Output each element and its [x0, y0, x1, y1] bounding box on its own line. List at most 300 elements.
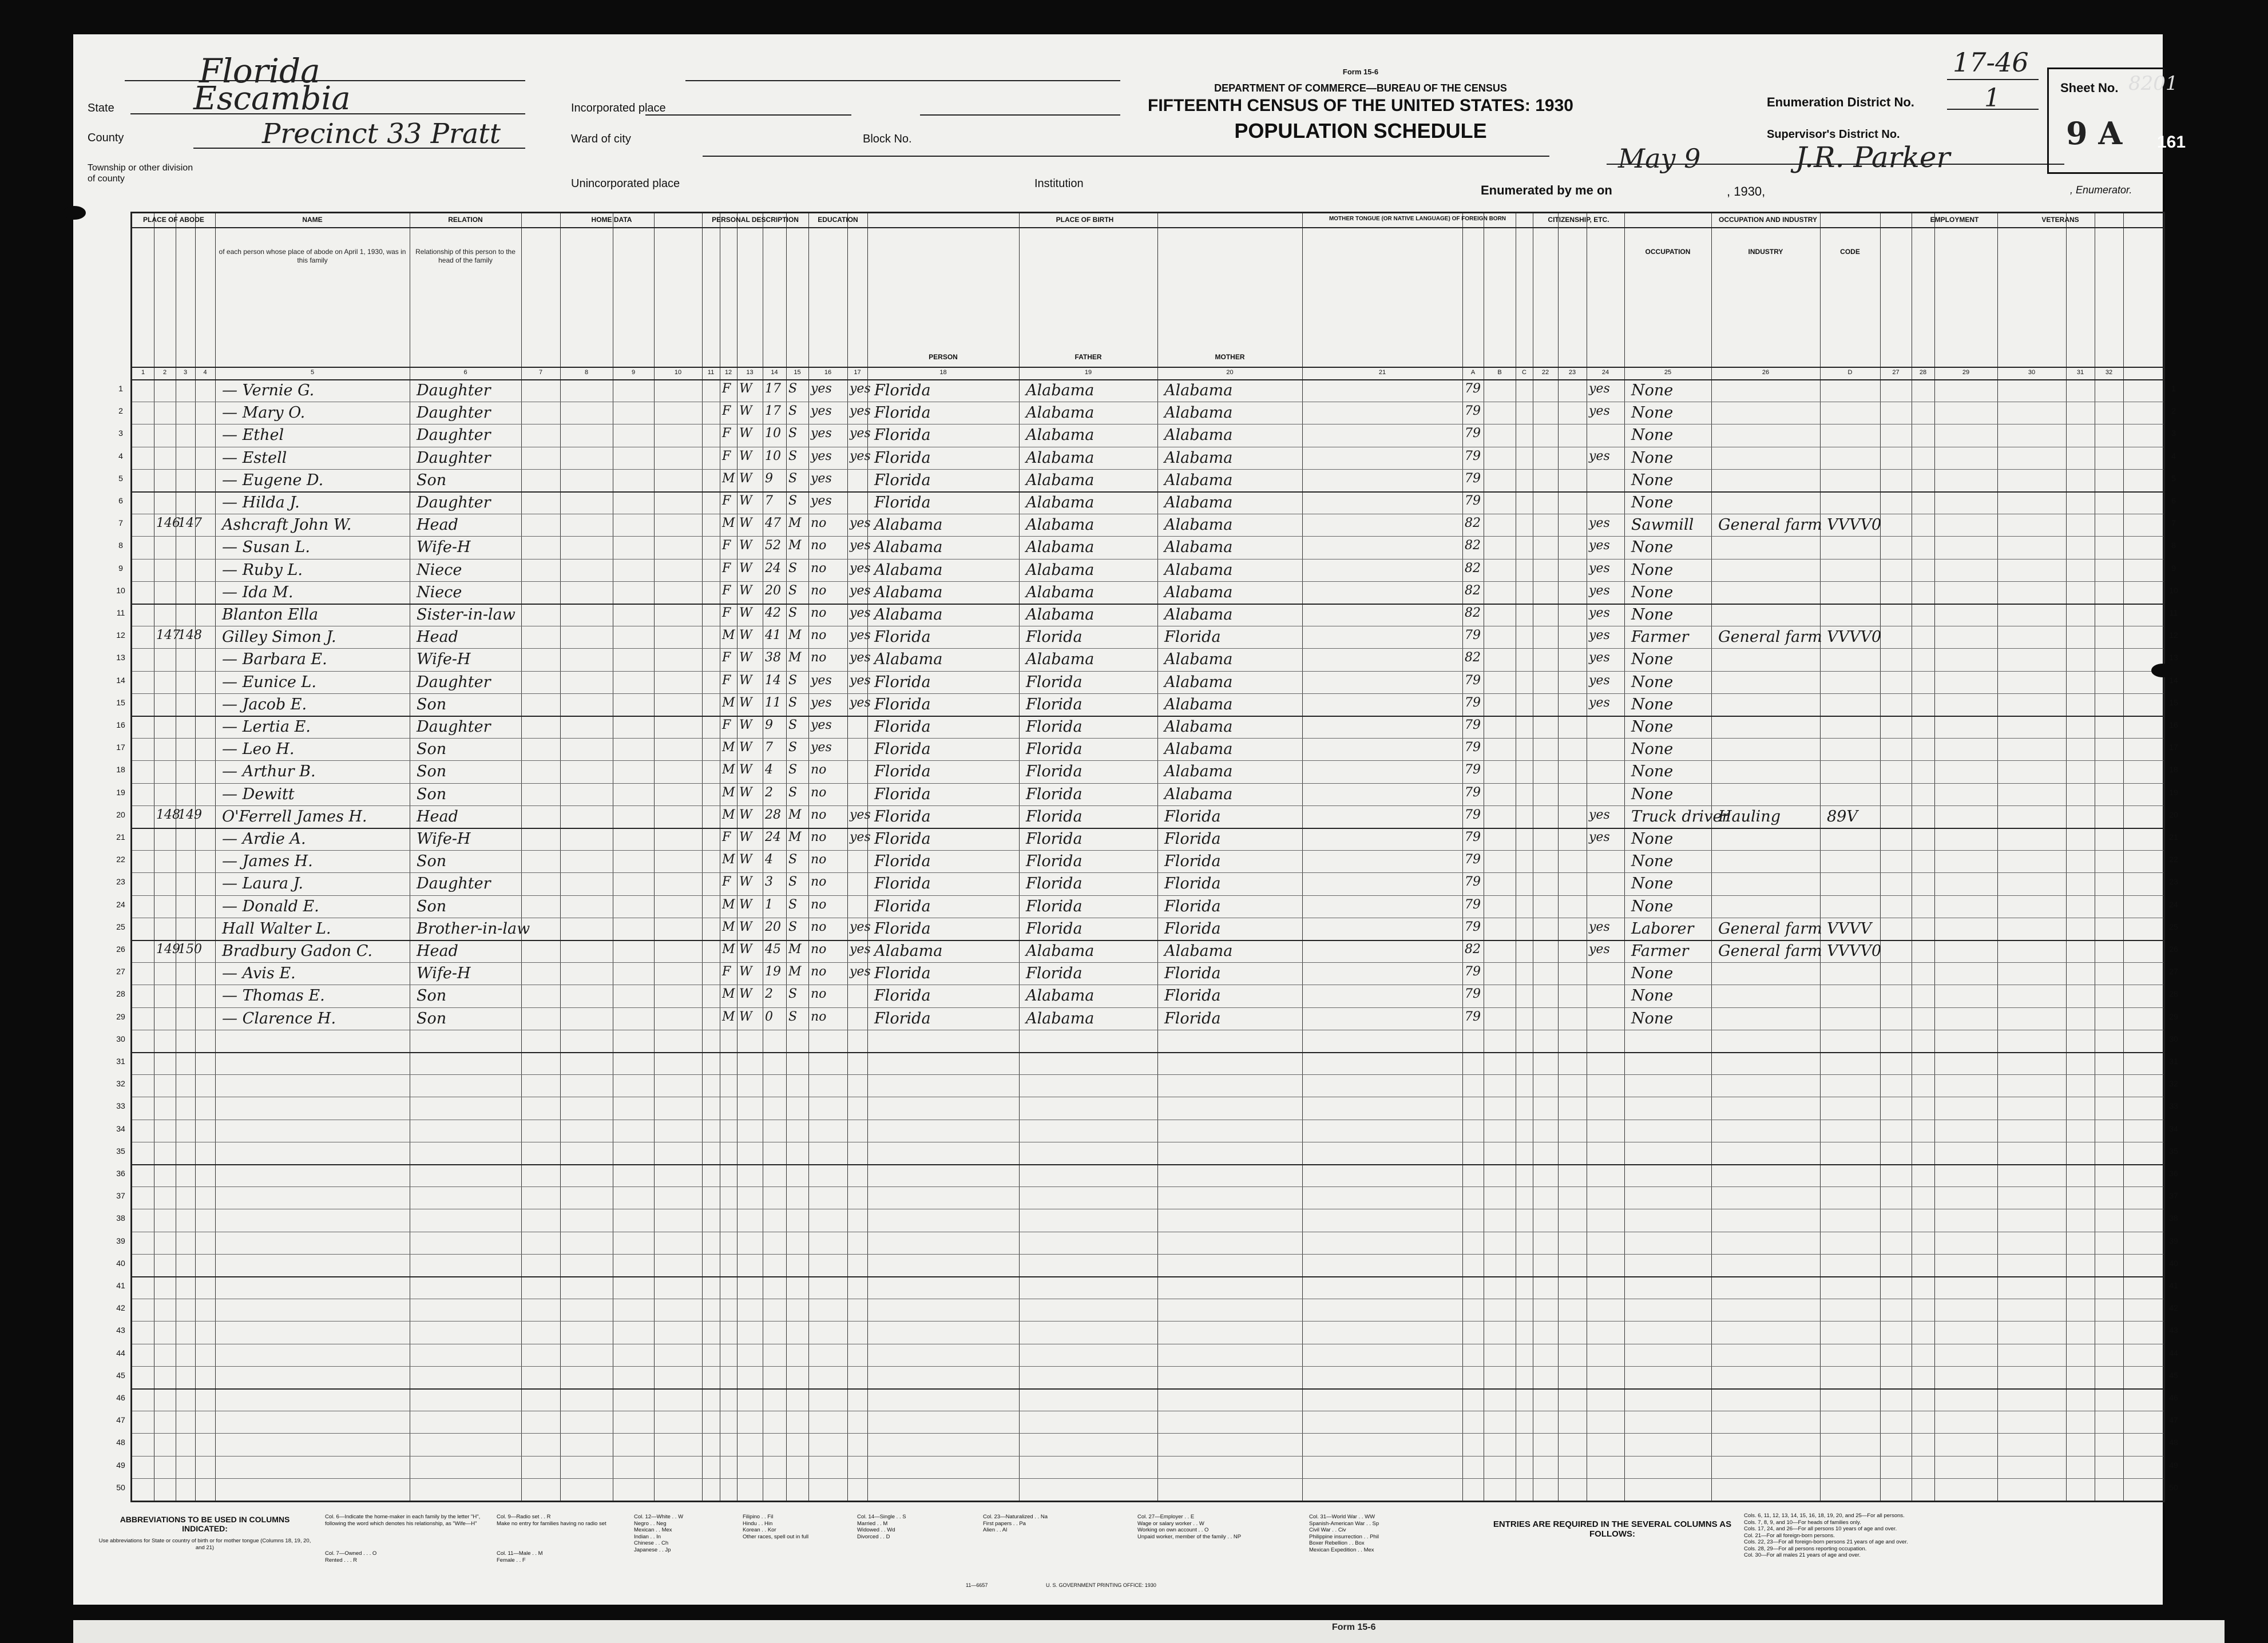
column-divider: [195, 213, 196, 1501]
occupation: None: [1631, 538, 1674, 557]
ward-label: Ward of city: [571, 133, 631, 145]
column-divider: [786, 213, 787, 1501]
sex: F: [722, 404, 731, 419]
dwelling-number: 148: [156, 807, 180, 822]
sex: M: [722, 763, 735, 777]
birthplace-code: 79: [1465, 718, 1481, 732]
speaks-english: yes: [1589, 807, 1610, 822]
header-group-divider: [132, 227, 2163, 228]
relationship: Daughter: [417, 426, 491, 445]
birthplace-person: Alabama: [874, 606, 943, 624]
relationship: Son: [417, 740, 447, 759]
row-number-right: 43: [2169, 1325, 2178, 1335]
col9-legend: Col. 9—Radio set . . R Make no entry for families having no radio set: [497, 1514, 606, 1527]
attended-school: no: [811, 807, 827, 822]
incorporated-underline: [685, 80, 1120, 81]
birthplace-person: Alabama: [874, 561, 943, 579]
column-divider: [1462, 213, 1463, 1501]
marital-status: S: [788, 426, 798, 441]
row-number-left: 46: [116, 1393, 125, 1402]
sex: M: [722, 987, 735, 1002]
age: 11: [765, 695, 781, 710]
column-divider: [1820, 213, 1821, 1501]
birthplace-code: 79: [1465, 785, 1481, 800]
occupation: None: [1631, 404, 1674, 422]
race: W: [739, 763, 752, 777]
race: W: [739, 404, 752, 419]
row-number-left: 22: [116, 855, 125, 864]
can-read-write: yes: [850, 561, 871, 576]
relationship: Head: [417, 628, 458, 646]
birthplace-person: Florida: [874, 718, 931, 736]
family-number: 147: [178, 516, 202, 531]
row-number-right: 35: [2169, 1146, 2178, 1156]
person-name: — Thomas E.: [222, 987, 325, 1005]
column-group-heading: MOTHER TONGUE (OR NATIVE LANGUAGE) OF FOREIGN BORN: [1329, 216, 1506, 222]
census-sheet: [73, 34, 2178, 1605]
row-number-left: 3: [118, 428, 123, 438]
row-number-left: 15: [116, 697, 125, 707]
can-read-write: yes: [850, 695, 871, 710]
birthplace-mother: Alabama: [1164, 538, 1233, 557]
person-name: Ashcraft John W.: [222, 516, 352, 534]
birthplace-person: Florida: [874, 852, 931, 871]
race: W: [739, 807, 752, 822]
row-number-right: 37: [2169, 1191, 2178, 1201]
race: W: [739, 628, 752, 643]
enum-district-label: Enumeration District No.: [1767, 95, 1914, 109]
sheet-value: 9 A: [2066, 115, 2123, 152]
person-name: — Ida M.: [222, 583, 294, 601]
birthplace-code: 82: [1465, 538, 1481, 553]
column-divider: [702, 213, 703, 1501]
can-read-write: yes: [850, 650, 871, 665]
relationship: Wife-H: [417, 965, 471, 983]
speaks-english: yes: [1589, 695, 1610, 710]
row-number-left: 43: [116, 1325, 125, 1335]
birthplace-person: Florida: [874, 965, 931, 983]
birthplace-code: 82: [1465, 606, 1481, 620]
row-number-left: 16: [116, 720, 125, 729]
row-number-right: 36: [2169, 1169, 2178, 1178]
attended-school: no: [811, 987, 827, 1002]
block-label: Block No.: [863, 133, 912, 145]
attended-school: no: [811, 650, 827, 665]
row-number-right: 29: [2169, 1011, 2178, 1021]
birthplace-code: 79: [1465, 404, 1481, 419]
row-number-right: 3: [2171, 428, 2176, 438]
age: 2: [765, 987, 773, 1002]
relationship: Daughter: [417, 718, 491, 736]
column-number: 14: [771, 369, 778, 376]
entries-title: ENTRIES ARE REQUIRED IN THE SEVERAL COLUMNS AS FOLLOWS:: [1493, 1519, 1732, 1539]
birthplace-person: Florida: [874, 449, 931, 467]
birthplace-person: Florida: [874, 740, 931, 759]
occupation: None: [1631, 852, 1674, 871]
birthplace-mother: Florida: [1164, 987, 1221, 1005]
row-divider: [132, 828, 2163, 829]
marital-status: S: [788, 718, 798, 732]
person-name: — Susan L.: [222, 538, 310, 557]
occupation: None: [1631, 583, 1674, 601]
row-number-left: 45: [116, 1370, 125, 1380]
sex: F: [722, 449, 731, 463]
age: 47: [765, 516, 781, 531]
occupation: None: [1631, 426, 1674, 445]
can-read-write: yes: [850, 583, 871, 598]
row-number-right: 16: [2169, 720, 2178, 729]
age: 9: [765, 471, 773, 486]
occupation-code: VVVV: [1827, 919, 1872, 938]
row-number-right: 19: [2169, 787, 2178, 797]
birthplace-mother: Florida: [1164, 919, 1221, 938]
row-number-right: 48: [2169, 1438, 2178, 1447]
age: 3: [765, 875, 773, 890]
family-number: 149: [178, 807, 202, 822]
row-number-right: 6: [2171, 496, 2176, 505]
column-divider: [1711, 213, 1712, 1501]
attended-school: no: [811, 606, 827, 620]
birthplace-person: Florida: [874, 404, 931, 422]
mother-heading: MOTHER: [1215, 353, 1245, 361]
column-divider: [1558, 213, 1559, 1501]
row-divider: [132, 1478, 2163, 1479]
marital-status: S: [788, 449, 798, 463]
birthplace-mother: Alabama: [1164, 516, 1233, 534]
row-number-left: 37: [116, 1191, 125, 1201]
marital-status: S: [788, 897, 798, 912]
relationship: Daughter: [417, 404, 491, 422]
attended-school: yes: [811, 718, 832, 732]
column-divider: [215, 213, 216, 1501]
birthplace-person: Florida: [874, 807, 931, 826]
birthplace-person: Florida: [874, 987, 931, 1005]
column-divider: [2123, 213, 2124, 1501]
col12b-legend: Filipino . . Fil Hindu . . Hin Korean . . Kor Other races, spell out in full: [743, 1514, 809, 1540]
column-number: 24: [1601, 369, 1609, 376]
occupation: None: [1631, 740, 1674, 759]
column-group-heading: HOME DATA: [591, 216, 632, 224]
birthplace-person: Florida: [874, 875, 931, 893]
person-name: Blanton Ella: [222, 606, 319, 624]
column-divider: [1157, 213, 1158, 1501]
birthplace-code: 79: [1465, 1009, 1481, 1024]
row-number-right: 24: [2169, 899, 2178, 909]
supervisor-label: Supervisor's District No.: [1767, 128, 1900, 141]
person-name: — Ardie A.: [222, 830, 306, 848]
birthplace-father: Florida: [1026, 718, 1083, 736]
can-read-write: yes: [850, 404, 871, 419]
punch-hole: [2151, 664, 2174, 677]
row-number-right: 44: [2169, 1348, 2178, 1358]
row-number-left: 13: [116, 653, 125, 662]
row-number-right: 39: [2169, 1236, 2178, 1245]
race: W: [739, 426, 752, 441]
person-name: — James H.: [222, 852, 313, 871]
birthplace-person: Florida: [874, 426, 931, 445]
birthplace-code: 79: [1465, 471, 1481, 486]
attended-school: no: [811, 1009, 827, 1024]
row-number-right: 27: [2169, 967, 2178, 977]
can-read-write: yes: [850, 673, 871, 688]
marital-status: S: [788, 382, 798, 396]
row-number-left: 12: [116, 630, 125, 640]
can-read-write: yes: [850, 449, 871, 463]
relationship: Daughter: [417, 673, 491, 691]
column-number: 31: [2076, 369, 2084, 376]
abbrev-note: Use abbreviations for State or country of birth or for mother tongue (Columns 18, 19, 20, and 21): [98, 1538, 311, 1551]
row-number-left: 36: [116, 1169, 125, 1178]
race: W: [739, 561, 752, 576]
unincorporated-underline: [703, 156, 1115, 157]
row-number-left: 14: [116, 675, 125, 685]
column-group-heading: EMPLOYMENT: [1930, 216, 1979, 224]
birthplace-person: Florida: [874, 628, 931, 646]
row-number-left: 33: [116, 1101, 125, 1111]
column-number: 32: [2105, 369, 2113, 376]
sex: F: [722, 426, 731, 441]
row-number-right: 15: [2169, 697, 2178, 707]
birthplace-father: Alabama: [1026, 1009, 1095, 1027]
industry: General farm: [1718, 516, 1822, 534]
row-divider: [132, 1186, 2163, 1187]
row-divider: [132, 940, 2163, 941]
column-divider: [1019, 213, 1020, 1501]
column-number: 25: [1664, 369, 1672, 376]
person-name: — Hilda J.: [222, 494, 300, 511]
row-number-right: 28: [2169, 989, 2178, 999]
marital-status: S: [788, 763, 798, 777]
sex: M: [722, 471, 735, 486]
marital-status: S: [788, 561, 798, 576]
birthplace-mother: Alabama: [1164, 471, 1233, 489]
industry: General farm: [1718, 919, 1822, 938]
row-number-left: 24: [116, 899, 125, 909]
sex: M: [722, 852, 735, 867]
row-number-left: 40: [116, 1258, 125, 1268]
can-read-write: yes: [850, 606, 871, 620]
relationship: Son: [417, 897, 447, 915]
birthplace-mother: Florida: [1164, 807, 1221, 826]
race: W: [739, 471, 752, 486]
row-divider: [132, 962, 2163, 963]
race: W: [739, 740, 752, 755]
occupation: None: [1631, 763, 1674, 781]
person-name: O'Ferrell James H.: [222, 807, 367, 826]
marital-status: S: [788, 606, 798, 620]
attended-school: no: [811, 516, 827, 531]
occupation: None: [1631, 606, 1674, 624]
person-name: — Leo H.: [222, 740, 295, 759]
marital-status: S: [788, 673, 798, 688]
col31-legend: Col. 31—World War . . WW Spanish-American War . . Sp Civil War . . Civ Philippine insurrection . . Phil Boxer Rebellion . . Box Mexican Expedition . . Mex: [1309, 1514, 1379, 1553]
birthplace-code: 79: [1465, 807, 1481, 822]
birthplace-father: Alabama: [1026, 561, 1095, 579]
row-number-right: 23: [2169, 877, 2178, 887]
race: W: [739, 673, 752, 688]
marital-status: M: [788, 650, 802, 665]
column-number: 10: [674, 369, 682, 376]
row-number-right: 20: [2169, 809, 2178, 819]
col27-legend: Col. 27—Employer . . E Wage or salary worker . . W Working on own account . . O Unpaid worker, member of the family . . NP: [1137, 1514, 1242, 1540]
occupation: None: [1631, 830, 1674, 848]
column-number: 11: [707, 369, 715, 376]
row-number-right: 12: [2169, 630, 2178, 640]
occupation-code: 89V: [1827, 807, 1858, 826]
row-number-left: 29: [116, 1011, 125, 1021]
relationship: Daughter: [417, 382, 491, 399]
relationship: Wife-H: [417, 650, 471, 669]
birthplace-mother: Florida: [1164, 965, 1221, 983]
row-number-left: 21: [116, 832, 125, 842]
birthplace-mother: Alabama: [1164, 494, 1233, 511]
row-divider: [132, 716, 2163, 717]
row-divider: [132, 783, 2163, 784]
birthplace-mother: Alabama: [1164, 449, 1233, 467]
print-code: 11—6657: [966, 1582, 988, 1588]
row-divider: [132, 738, 2163, 739]
row-number-left: 44: [116, 1348, 125, 1358]
birthplace-code: 79: [1465, 494, 1481, 508]
state-label: State: [88, 102, 114, 114]
race: W: [739, 695, 752, 710]
birthplace-person: Florida: [874, 1009, 931, 1027]
marital-status: M: [788, 830, 802, 844]
sex: F: [722, 583, 731, 598]
relationship: Daughter: [417, 875, 491, 893]
birthplace-father: Florida: [1026, 763, 1083, 781]
col6-legend: Col. 6—Indicate the home-maker in each family by the letter "H", following the word which denotes his relationship, as "Wife—H": [325, 1514, 481, 1527]
can-read-write: yes: [850, 807, 871, 822]
enumerator-label: , Enumerator.: [2070, 184, 2132, 196]
sex: F: [722, 875, 731, 890]
column-number: 22: [1541, 369, 1549, 376]
attended-school: no: [811, 538, 827, 553]
corner-note: 8201: [2128, 72, 2178, 95]
column-divider: [808, 213, 809, 1501]
birthplace-code: 79: [1465, 830, 1481, 844]
abbrev-title: ABBREVIATIONS TO BE USED IN COLUMNS INDICATED:: [120, 1515, 290, 1533]
row-divider: [132, 895, 2163, 896]
age: 10: [765, 426, 781, 441]
row-number-left: 31: [116, 1057, 125, 1066]
age: 41: [765, 628, 781, 643]
age: 4: [765, 763, 773, 777]
column-group-heading: PERSONAL DESCRIPTION: [712, 216, 799, 224]
relationship: Son: [417, 1009, 447, 1027]
birthplace-mother: Alabama: [1164, 561, 1233, 579]
speaks-english: yes: [1589, 919, 1610, 934]
form-number: Form 15-6: [1342, 68, 1379, 76]
race: W: [739, 987, 752, 1002]
birthplace-person: Florida: [874, 763, 931, 781]
race: W: [739, 718, 752, 732]
marital-status: M: [788, 942, 802, 957]
race: W: [739, 785, 752, 800]
age: 0: [765, 1009, 773, 1024]
birthplace-father: Florida: [1026, 897, 1083, 915]
sex: F: [722, 673, 731, 688]
enum-district-value: 17-46: [1953, 47, 2029, 78]
marital-status: S: [788, 583, 798, 598]
column-number-divider: [132, 379, 2163, 380]
row-number-left: 1: [118, 384, 123, 393]
sex: M: [722, 740, 735, 755]
sex: M: [722, 897, 735, 912]
person-name: — Eugene D.: [222, 471, 324, 489]
column-divider: [560, 213, 561, 1501]
column-divider: [1880, 213, 1881, 1501]
row-number-left: 20: [116, 809, 125, 819]
punch-hole: [63, 206, 86, 220]
row-number-right: 50: [2169, 1482, 2178, 1492]
speaks-english: yes: [1589, 673, 1610, 688]
age: 14: [765, 673, 781, 688]
speaks-english: yes: [1589, 830, 1610, 844]
marital-status: M: [788, 628, 802, 643]
column-group-heading: RELATION: [448, 216, 483, 224]
code-heading: CODE: [1840, 248, 1860, 256]
column-divider: [1302, 213, 1303, 1501]
birthplace-father: Alabama: [1026, 650, 1095, 669]
industry: General farm: [1718, 628, 1822, 646]
col14-legend: Col. 14—Single . . S Married . . M Widowed . . Wd Divorced . . D: [857, 1514, 906, 1540]
row-divider: [132, 850, 2163, 851]
row-number-right: 13: [2169, 653, 2178, 662]
birthplace-father: Florida: [1026, 919, 1083, 938]
row-number-left: 8: [118, 541, 123, 550]
race: W: [739, 382, 752, 396]
relationship: Wife-H: [417, 538, 471, 557]
county-value: Escambia: [193, 80, 351, 117]
age: 20: [765, 583, 781, 598]
marital-status: S: [788, 1009, 798, 1024]
relationship: Niece: [417, 561, 462, 579]
column-number: 9: [631, 369, 636, 376]
column-number: 3: [183, 369, 188, 376]
birthplace-mother: Alabama: [1164, 785, 1233, 803]
column-divider: [521, 213, 522, 1501]
incorporated-label: Incorporated place: [571, 102, 666, 114]
speaks-english: yes: [1589, 942, 1610, 957]
birthplace-person: Florida: [874, 785, 931, 803]
column-divider: [654, 213, 655, 1501]
birthplace-father: Alabama: [1026, 426, 1095, 445]
speaks-english: yes: [1589, 606, 1610, 620]
row-divider: [132, 604, 2163, 605]
row-number-left: 17: [116, 743, 125, 752]
race: W: [739, 942, 752, 957]
can-read-write: yes: [850, 942, 871, 957]
relationship: Head: [417, 807, 458, 826]
occupation: None: [1631, 1009, 1674, 1027]
column-number: 5: [310, 369, 315, 376]
person-name: — Donald E.: [222, 897, 319, 915]
row-number-left: 35: [116, 1146, 125, 1156]
row-number-right: 11: [2169, 608, 2178, 617]
county-label: County: [88, 132, 124, 144]
birthplace-father: Florida: [1026, 965, 1083, 983]
birthplace-code: 79: [1465, 449, 1481, 463]
person-name: — Barbara E.: [222, 650, 327, 669]
row-number-left: 4: [118, 451, 123, 461]
race: W: [739, 516, 752, 531]
column-number: 30: [2028, 369, 2036, 376]
row-number-left: 18: [116, 765, 125, 775]
birthplace-mother: Alabama: [1164, 942, 1233, 960]
race: W: [739, 919, 752, 934]
marital-status: S: [788, 987, 798, 1002]
